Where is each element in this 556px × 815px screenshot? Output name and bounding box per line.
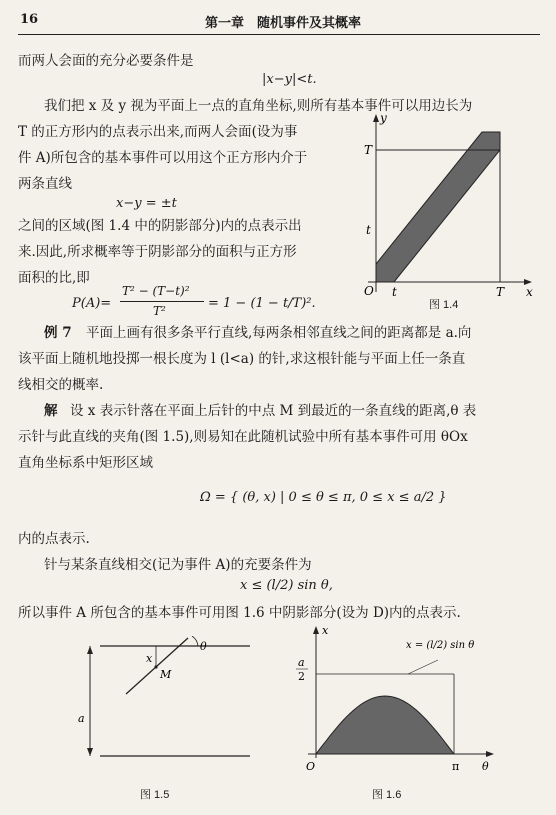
paragraph-line: 件 A)所包含的基本事件可以用这个正方形内介于 [18, 150, 308, 166]
equation-omega: Ω = { (θ, x) | 0 ≤ θ ≤ π, 0 ≤ x ≤ a/2 } [200, 490, 447, 505]
equation-meet: |x−y|<t. [262, 72, 317, 87]
fig16-pi-label: π [452, 760, 460, 773]
paragraph-line: 来.因此,所求概率等于阴影部分的面积与正方形 [18, 244, 297, 260]
header-rule [18, 34, 540, 35]
fig16-a-numerator: a [298, 656, 305, 669]
fig14-t-x-label: t [392, 285, 397, 299]
figure-1-4 [358, 110, 538, 312]
fig16-x-label: x [322, 624, 329, 637]
paragraph-line: 示针与此直线的夹角(图 1.5),则易知在此随机试验中所有基本事件可用 θOx [18, 429, 468, 445]
page-number: 16 [20, 12, 39, 27]
paragraph-line: 线相交的概率. [18, 377, 104, 393]
fig15-caption: 图 1.5 [140, 789, 170, 801]
fig15-M-label: M [160, 668, 172, 681]
paragraph-line: 所以事件 A 所包含的基本事件可用图 1.6 中阴影部分(设为 D)内的点表示. [18, 605, 461, 621]
paragraph-line: 之间的区域(图 1.4 中的阴影部分)内的点表示出 [18, 218, 302, 234]
fig16-caption: 图 1.6 [372, 789, 402, 801]
figure-1-6 [288, 618, 502, 786]
figure-1-5 [60, 636, 260, 776]
fig16-curve-label: x = (l/2) sin θ [406, 640, 475, 651]
fig15-x-label: x [146, 652, 153, 665]
fig14-T-y-label: T [364, 143, 373, 157]
paragraph-line: 平面上画有很多条平行直线,每两条相邻直线之间的距离都是 a.向 [86, 325, 472, 341]
fig14-y-label: y [380, 111, 387, 125]
fig14-t-y-label: t [366, 223, 371, 237]
paragraph-line: 针与某条直线相交(记为事件 A)的充要条件为 [44, 557, 312, 573]
fig14-T-x-label: T [496, 285, 505, 299]
fig16-origin-label: O [306, 760, 316, 773]
equation-PA-lhs: P(A)= [72, 296, 112, 311]
paragraph-line: 直角坐标系中矩形区域 [18, 455, 153, 471]
chapter-title: 第一章 随机事件及其概率 [205, 16, 362, 31]
equation-PA-denominator: T² [153, 304, 166, 318]
paragraph-line: 该平面上随机地投掷一根长度为 l (l<a) 的针,求这根针能与平面上任一条直 [18, 351, 466, 367]
paragraph-line: 内的点表示. [18, 531, 90, 547]
paragraph-line: 面积的比,即 [18, 270, 90, 286]
fig16-theta-label: θ [482, 760, 489, 773]
equation-condition: x ≤ (l/2) sin θ, [240, 578, 333, 593]
equation-lines: x−y = ±t [116, 196, 177, 211]
equation-PA-rhs: = 1 − (1 − t/T)². [208, 296, 316, 311]
fig14-x-label: x [526, 285, 533, 299]
fig14-origin-label: O [364, 284, 374, 298]
paragraph-line: T 的正方形内的点表示出来,而两人会面(设为事 [18, 124, 298, 140]
fig15-theta-label: θ [200, 640, 207, 653]
fig16-a-denominator: 2 [298, 670, 305, 683]
paragraph-line: 我们把 x 及 y 视为平面上一点的直角坐标,则所有基本事件可以用边长为 [44, 98, 473, 114]
fig14-caption: 图 1.4 [429, 299, 459, 311]
paragraph-line: 设 x 表示针落在平面上后针的中点 M 到最近的一条直线的距离,θ 表 [70, 403, 477, 419]
fig15-a-label: a [78, 712, 85, 725]
equation-PA-numerator: T² − (T−t)² [122, 284, 190, 298]
paragraph-line: 而两人会面的充分必要条件是 [18, 53, 194, 69]
paragraph-line: 两条直线 [18, 176, 72, 192]
example-label: 例 7 [44, 325, 72, 341]
solution-label: 解 [44, 403, 58, 419]
fraction-bar [120, 301, 204, 302]
